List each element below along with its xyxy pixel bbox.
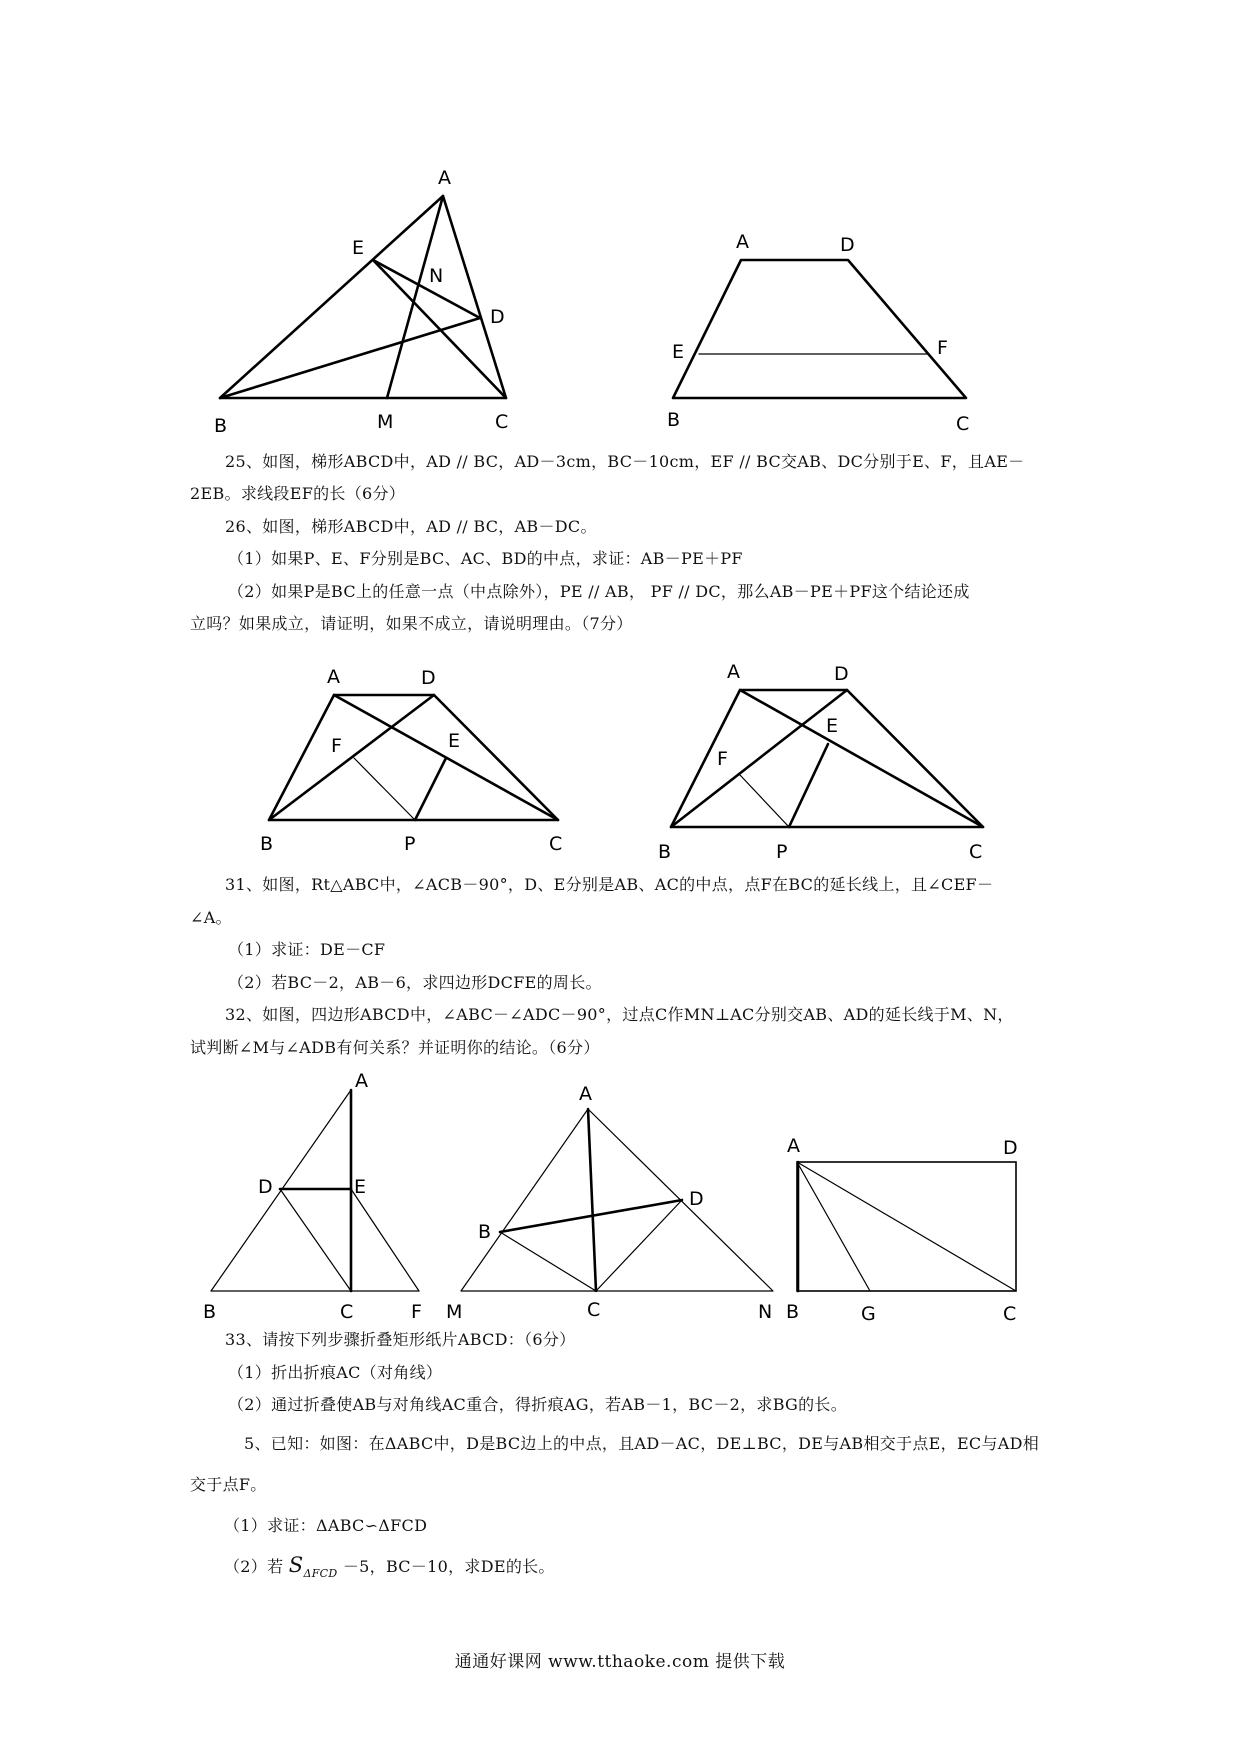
q26-part1: （1）如果P、E、F分别是BC、AC、BD的中点，求证：AB－PE＋PF xyxy=(228,549,743,568)
fig7-label-b: B xyxy=(786,1301,800,1323)
fig1-lines xyxy=(220,196,506,398)
fig4-label-p: P xyxy=(776,841,788,863)
fig6-label-m: M xyxy=(446,1301,463,1323)
fig3-label-b: B xyxy=(260,833,274,855)
q5-part2-prefix: （2）若 xyxy=(224,1557,284,1576)
fig2-lines xyxy=(673,260,966,398)
fig2-label-c: C xyxy=(956,413,970,435)
area-symbol: S xyxy=(288,1553,304,1577)
fig1-label-e: E xyxy=(352,237,365,259)
q25-line1: 25、如图，梯形ABCD中，AD // BC，AD－3cm，BC－10cm，EF // BC交AB、DC分别于E、F，且AE－ xyxy=(225,452,1025,471)
q33-part2: （2）通过折叠使AB与对角线AC重合，得折痕AG，若AB－1，BC－2，求BG的长。 xyxy=(228,1395,848,1414)
q5-part1: （1）求证：ΔABC∽ΔFCD xyxy=(224,1516,428,1535)
fig1-label-a: A xyxy=(438,167,451,189)
fig2-label-d: D xyxy=(840,234,855,256)
fig6-label-b: B xyxy=(478,1221,492,1243)
fig3-label-c: C xyxy=(549,833,563,855)
fig4-label-b: B xyxy=(658,841,672,863)
fig2-label-f: F xyxy=(937,337,948,359)
q32-line2: 试判断∠M与∠ADB有何关系？并证明你的结论。（6分） xyxy=(190,1038,600,1057)
fig6-label-n: N xyxy=(758,1301,773,1323)
fig3-label-d: D xyxy=(421,667,436,689)
fig1-label-c: C xyxy=(495,411,509,433)
fig6-lines xyxy=(461,1109,773,1291)
q31-part1: （1）求证：DE－CF xyxy=(228,940,386,959)
q26-part2-line1: （2）如果P是BC上的任意一点（中点除外），PE // AB， PF // DC，那么AB－PE＋PF这个结论还成 xyxy=(228,582,970,601)
q5-part2 xyxy=(224,1554,555,1585)
fig3-label-p: P xyxy=(404,833,416,855)
fig6-label-d: D xyxy=(689,1188,704,1210)
fig3-lines xyxy=(269,695,558,820)
fig2-label-b: B xyxy=(667,409,681,431)
fig5-label-a: A xyxy=(355,1070,368,1092)
fig4-label-a: A xyxy=(727,661,740,683)
fig7-label-g: G xyxy=(861,1303,876,1325)
q5-line2: 交于点F。 xyxy=(190,1475,267,1494)
fig5-label-f: F xyxy=(411,1301,422,1323)
fig7-label-a: A xyxy=(787,1135,800,1157)
fig1-label-n: N xyxy=(429,265,444,287)
area-formula xyxy=(288,1553,338,1581)
fig2-label-e: E xyxy=(672,341,685,363)
area-subscript: ΔFCD xyxy=(303,1567,338,1581)
q5-part2-suffix: －5，BC－10，求DE的长。 xyxy=(342,1557,555,1576)
q5-line1: 5、已知：如图：在ΔABC中，D是BC边上的中点，且AD－AC，DE⊥BC，DE与AB相交于点E，EC与AD相 xyxy=(244,1434,1040,1453)
fig7-lines xyxy=(797,1162,1016,1291)
q26-part2-line2: 立吗？如果成立，请证明，如果不成立，请说明理由。（7分） xyxy=(190,614,633,633)
q25-line2: 2EB。求线段EF的长（6分） xyxy=(190,484,406,503)
q32-line1: 32、如图，四边形ABCD中，∠ABC－∠ADC－90°，过点C作MN⊥AC分别交AB、AD的延长线于M、N， xyxy=(225,1005,1014,1024)
q31-line1: 31、如图，Rt△ABC中，∠ACB－90°，D、E分别是AB、AC的中点，点F在BC的延长线上，且∠CEF－ xyxy=(225,875,994,894)
fig5-lines xyxy=(211,1090,419,1291)
fig1-label-d: D xyxy=(490,306,505,328)
footer-source: 通通好课网 www.tthaoke.com 提供下载 xyxy=(454,1652,786,1672)
fig5-label-c: C xyxy=(340,1301,354,1323)
fig3-label-e: E xyxy=(448,730,461,752)
fig1-label-b: B xyxy=(214,415,228,437)
fig1-label-m: M xyxy=(377,411,394,433)
fig5-label-b: B xyxy=(203,1301,217,1323)
fig4-label-d: D xyxy=(834,663,849,685)
fig3-label-a: A xyxy=(327,666,340,688)
fig7-label-d: D xyxy=(1003,1137,1018,1159)
q31-part2: （2）若BC－2，AB－6，求四边形DCFE的周长。 xyxy=(228,973,602,992)
fig7-label-c: C xyxy=(1003,1303,1017,1325)
fig4-label-c: C xyxy=(969,841,983,863)
fig4-label-f: F xyxy=(717,748,728,770)
fig5-label-d: D xyxy=(258,1176,273,1198)
fig5-label-e: E xyxy=(354,1176,367,1198)
fig4-label-e: E xyxy=(826,715,839,737)
fig6-label-a: A xyxy=(579,1083,592,1105)
q31-line2: ∠A。 xyxy=(190,908,232,927)
fig2-label-a: A xyxy=(736,231,749,253)
fig6-label-c: C xyxy=(587,1299,601,1321)
q33-part1: （1）折出折痕AC（对角线） xyxy=(228,1363,443,1382)
q33-line1: 33、请按下列步骤折叠矩形纸片ABCD：（6分） xyxy=(225,1330,576,1349)
q26-line1: 26、如图，梯形ABCD中，AD // BC，AB－DC。 xyxy=(225,517,597,536)
fig3-label-f: F xyxy=(331,735,342,757)
